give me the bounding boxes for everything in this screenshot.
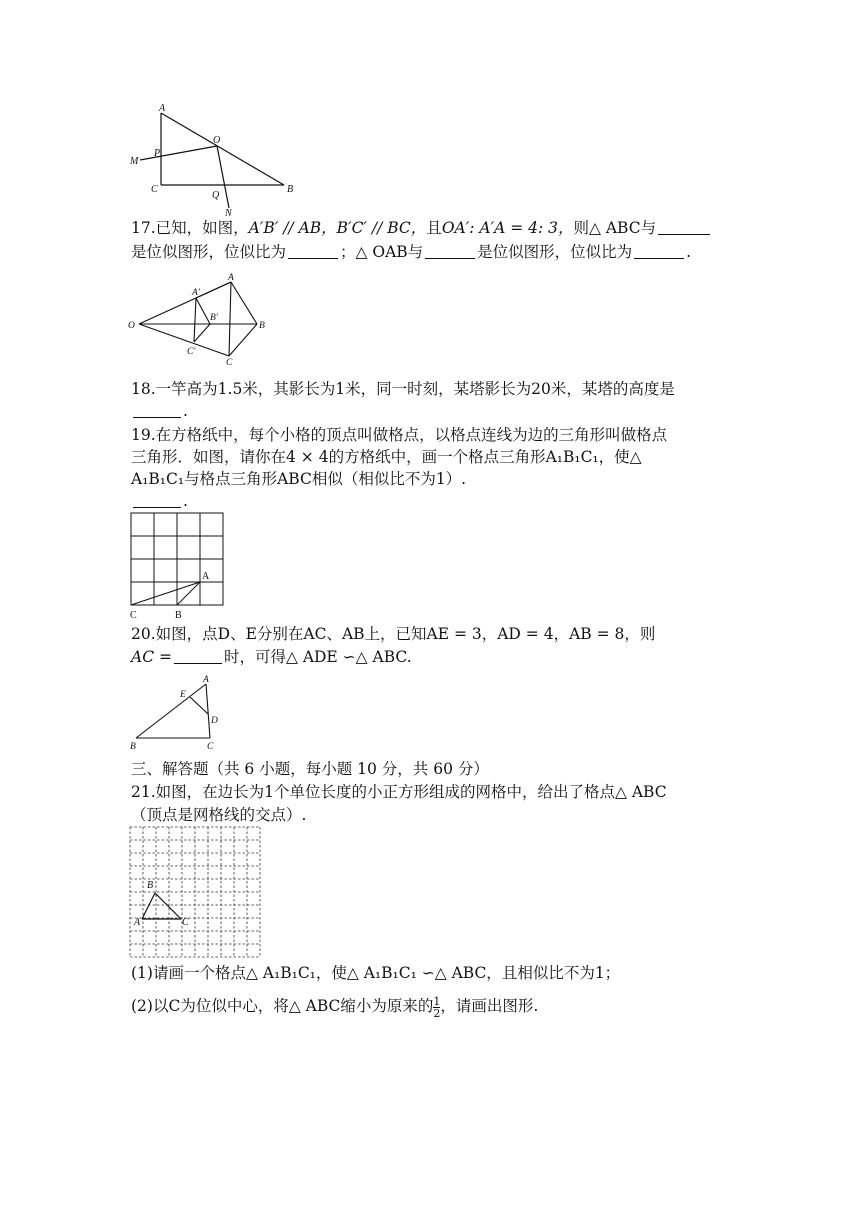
q19-line2: 三角形．如图，请你在4 × 4的方格纸中，画一个格点三角形A₁B₁C₁，使△ [131, 448, 642, 466]
label-e: E [180, 690, 186, 700]
q20-line2: AC = 时，可得△ ADE ∽△ ABC. [131, 648, 412, 666]
q17-line2: 是位似图形，位似比为 ；△ OAB与 是位似图形，位似比为 . [131, 243, 692, 261]
figure-16 [126, 100, 301, 220]
answer-blank[interactable] [133, 403, 181, 418]
label-o: O [128, 321, 135, 331]
label-c: C [130, 610, 137, 621]
q18-line2: . [131, 400, 188, 422]
q21-part1: (1)请画一个格点△ A₁B₁C₁，使△ A₁B₁C₁ ∽△ ABC，且相似比不为1； [131, 964, 621, 982]
label-a: A [228, 273, 234, 283]
label-a-prime: A′ [192, 288, 200, 298]
q21-line2: （顶点是网格线的交点）. [131, 806, 307, 824]
answer-blank[interactable] [658, 220, 710, 235]
figure-17 [126, 268, 276, 368]
label-a: A [159, 103, 166, 114]
label-c: C [151, 184, 158, 195]
q17-line1: 17.已知，如图，A′B′ // AB，B′C′ // BC，且OA′: A′A = 4: 3，则△ ABC与 [131, 217, 712, 239]
label-b: B [175, 610, 182, 621]
q21-line1: 21.如图，在边长为1个单位长度的小正方形组成的网格中，给出了格点△ ABC [131, 783, 667, 801]
label-a: A [134, 917, 141, 928]
label-o: O [213, 135, 221, 146]
label-b-prime: B′ [210, 313, 218, 323]
q19-line1: 19.在方格纸中，每个小格的顶点叫做格点，以格点连线为边的三角形叫做格点 [131, 426, 668, 444]
label-c-prime: C′ [187, 347, 196, 357]
label-a: A [202, 571, 210, 582]
answer-blank[interactable] [425, 244, 475, 259]
q19-line4: . [131, 490, 188, 512]
label-d: D [211, 716, 218, 726]
answer-blank[interactable] [634, 244, 684, 259]
figure-19-grid [126, 510, 236, 625]
label-m: M [130, 156, 139, 167]
label-b: B [147, 880, 154, 891]
figure-21-grid [128, 825, 262, 960]
figure-20 [126, 670, 226, 755]
answer-blank[interactable] [288, 244, 338, 259]
answer-blank[interactable] [133, 493, 181, 508]
label-q: Q [212, 190, 220, 201]
section-3-title: 三、解答题（共 6 小题，每小题 10 分，共 60 分） [131, 760, 489, 778]
fraction-one-half: $\frac{1}{2}$ [433, 994, 441, 1020]
label-b: B [130, 742, 136, 752]
q21-part2: (2)以C为位似中心，将△ ABC缩小为原来的 $\frac{1}{2}$ ，请画出图形. [131, 994, 539, 1020]
label-c: C [207, 742, 214, 752]
q18-line1: 18.一竿高为1.5米，其影长为1米，同一时刻，某塔影长为20米，某塔的高度是 [131, 380, 675, 398]
q19-line3: A₁B₁C₁与格点三角形ABC相似（相似比不为1）. [131, 470, 467, 488]
answer-blank[interactable] [174, 649, 222, 664]
label-b: B [287, 184, 294, 195]
label-b: B [259, 321, 265, 331]
label-a: A [203, 675, 209, 685]
label-c: C [226, 358, 233, 368]
label-c: C [182, 917, 189, 928]
label-p: P [154, 148, 161, 159]
label-n: N [225, 208, 232, 219]
q20-line1: 20.如图，点D、E分别在AC、AB上，已知AE = 3，AD = 4，AB = 8，则 [131, 625, 656, 643]
